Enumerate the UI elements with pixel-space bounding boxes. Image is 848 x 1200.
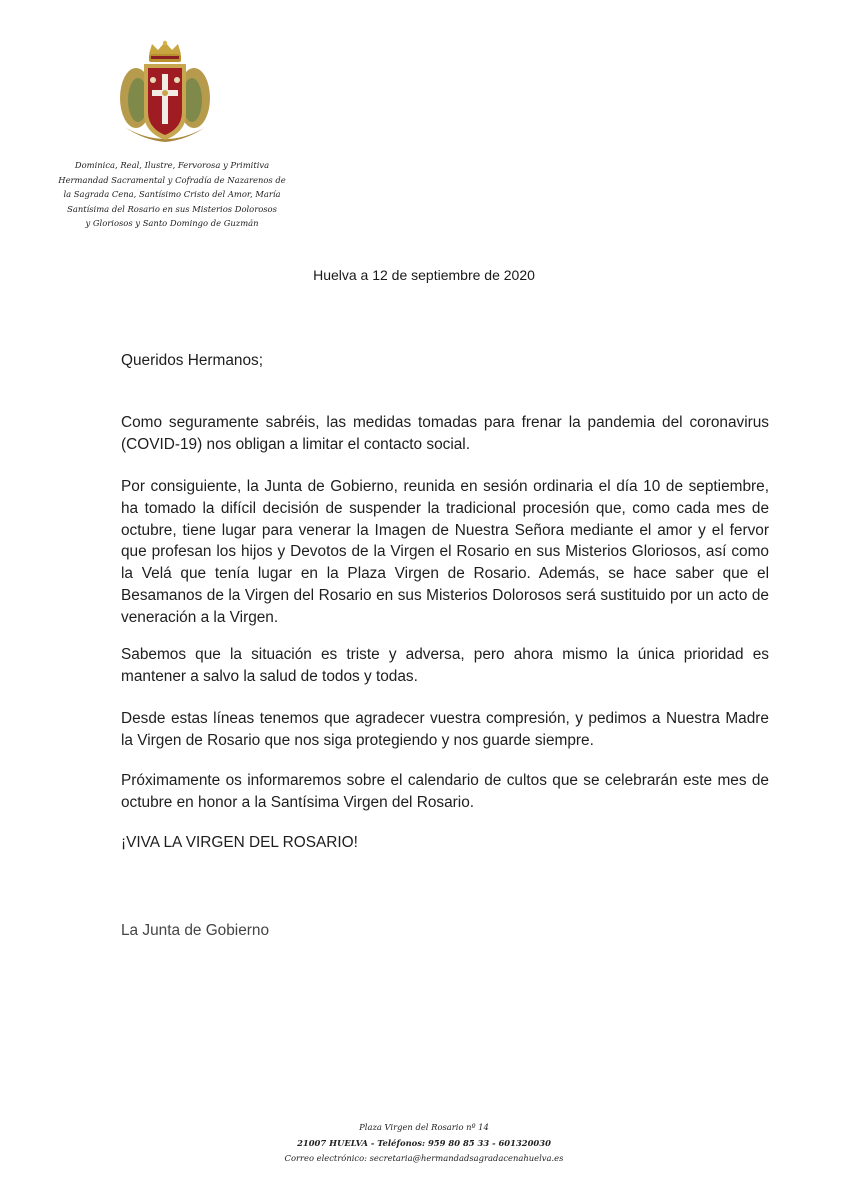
closing-exclamation: ¡VIVA LA VIRGEN DEL ROSARIO! <box>121 834 358 851</box>
footer-city-phones: 21007 HUELVA - Teléfonos: 959 80 85 33 - 601320030 <box>297 1137 551 1148</box>
paragraph-situation: Sabemos que la situación es triste y adversa, pero ahora mismo la única prioridad es mantener a salvo la salud de todos y todas. <box>121 646 769 685</box>
brotherhood-name <box>52 158 292 231</box>
paragraph-upcoming: Próximamente os informaremos sobre el calendario de cultos que se celebrarán este mes de octubre en honor a la Santísima Virgen del Rosario. <box>121 772 769 811</box>
footer-address: Plaza Virgen del Rosario nº 14 <box>359 1122 489 1132</box>
paragraph-decision: Por consiguiente, la Junta de Gobierno, reunida en sesión ordinaria el día 10 de septiembre, ha tomado la difícil decisión de suspender la tradicional procesión que, como cada mes de octubre, tiene lugar para venerar la Imagen de Nuestra Señora mediante el amor y el fervor que profesan los hijos y Devotos de la Virgen el Rosario en sus Misterios Gloriosos, así como la Velá que tenía lugar en la Plaza Virgen de Rosario. Además, se hace saber que el Besamanos de la Virgen del Rosario en sus Misterios Dolorosos será sustituido por un acto de veneración a la Virgen. <box>121 478 769 626</box>
footer-email: Correo electrónico: secretaria@hermandadsagradacenahuelva.es <box>284 1153 564 1163</box>
brotherhood-line: Dominica, Real, Ilustre, Fervorosa y Primitiva <box>74 160 270 170</box>
brotherhood-line: Santísima del Rosario en sus Misterios Dolorosos <box>67 203 277 214</box>
brotherhood-crest <box>116 40 214 148</box>
brotherhood-coat-of-arms-icon <box>116 40 214 148</box>
salutation: Queridos Hermanos; <box>121 352 263 369</box>
letter-date: Huelva a 12 de septiembre de 2020 <box>313 267 535 283</box>
brotherhood-line: la Sagrada Cena, Santísimo Cristo del Amor, María <box>63 189 281 200</box>
paragraph-covid-measures: Como seguramente sabréis, las medidas tomadas para frenar la pandemia del coronavirus (COVID-19) nos obligan a limitar el contacto social. <box>121 414 769 453</box>
signature: La Junta de Gobierno <box>121 922 270 939</box>
footer-contact <box>0 1120 848 1167</box>
brotherhood-line: y Gloriosos y Santo Domingo de Guzmán <box>85 218 259 229</box>
paragraph-gratitude: Desde estas líneas tenemos que agradecer vuestra compresión, y pedimos a Nuestra Madre la Virgen de Rosario que nos siga protegiendo y nos guarde siempre. <box>121 710 769 749</box>
brotherhood-line: Hermandad Sacramental y Cofradía de Nazarenos de <box>58 174 286 185</box>
